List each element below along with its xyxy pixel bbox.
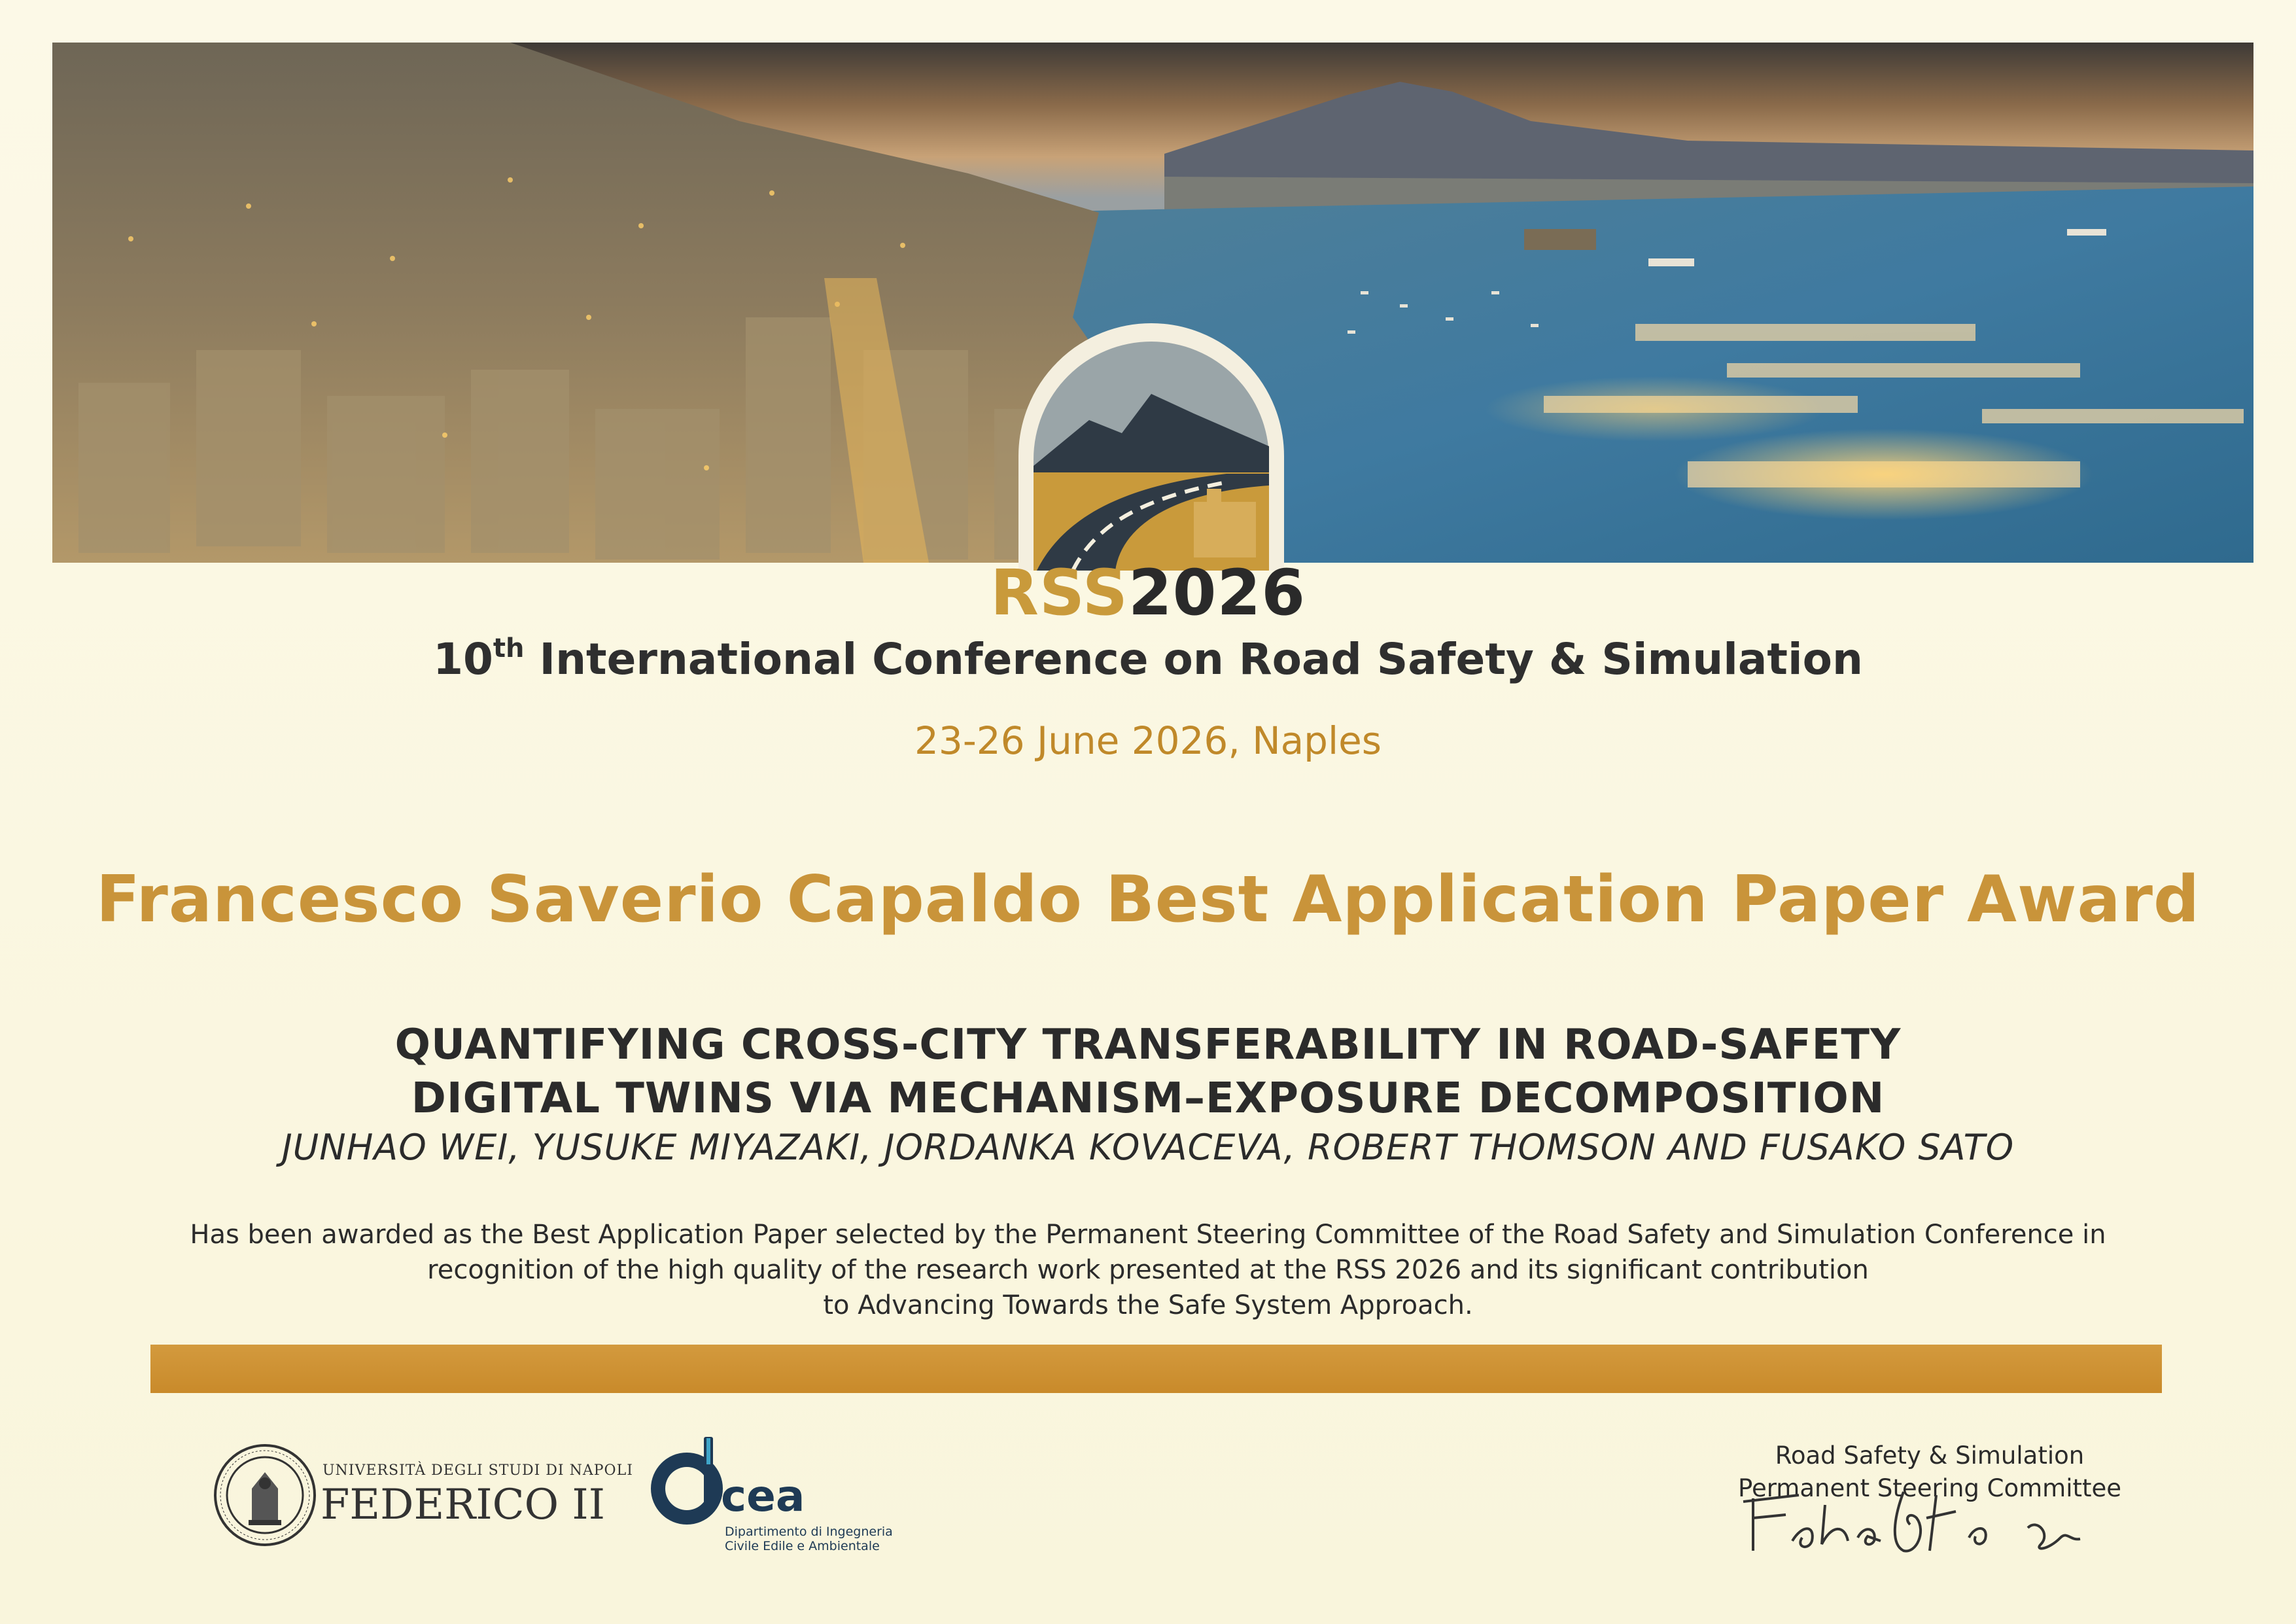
citation-line-2: recognition of the high quality of the research work presented at the RSS 2026 and its significant contribution	[427, 1255, 1869, 1285]
paper-authors: JUNHAO WEI, YUSUKE MIYAZAKI, JORDANKA KOVACEVA, ROBERT THOMSON AND FUSAKO SATO	[281, 1127, 2015, 1168]
paper-title-line-1: QUANTIFYING CROSS-CITY TRANSFERABILITY IN ROAD-SAFETY	[394, 1021, 1902, 1069]
dicea-wordmark: cea	[721, 1471, 805, 1521]
conference-ordinal-suffix: th	[493, 633, 525, 663]
brand-year: 2026	[1128, 556, 1306, 629]
university-name: FEDERICO II	[321, 1481, 605, 1529]
conference-title	[0, 633, 2296, 684]
conference-dates: 23-26 June 2026, Naples	[914, 718, 1382, 763]
award-title: Francesco Saverio Capaldo Best Application Paper Award	[96, 862, 2200, 937]
award-citation	[0, 1217, 2296, 1323]
rss-2026-wordmark	[0, 556, 2296, 629]
dicea-mark-icon	[641, 1433, 733, 1531]
committee-line-2: Permanent Steering Committee	[1737, 1474, 2122, 1502]
university-seal-icon	[213, 1443, 317, 1547]
gold-divider-bar	[150, 1345, 2162, 1393]
brand-rss: RSS	[990, 556, 1128, 629]
conference-name: International Conference on Road Safety & Simulation	[539, 634, 1863, 684]
paper-title-line-2: DIGITAL TWINS VIA MECHANISM–EXPOSURE DECOMPOSITION	[411, 1074, 1885, 1123]
citation-line-1: Has been awarded as the Best Application Paper selected by the Permanent Steering Committee of the Road Safety and Simulation Conference in	[190, 1220, 2106, 1250]
committee-line-1: Road Safety & Simulation	[1775, 1441, 2085, 1470]
paper-title	[0, 1018, 2296, 1125]
rss-emblem-logo	[1011, 322, 1292, 571]
conference-ordinal: 10	[433, 634, 493, 684]
handwritten-signature	[1740, 1479, 2106, 1564]
citation-line-3: to Advancing Towards the Safe System Approach.	[823, 1290, 1473, 1320]
dicea-subtitle-line-1: Dipartimento di Ingegneria	[725, 1525, 893, 1539]
dicea-subtitle-line-2: Civile Edile e Ambientale	[725, 1539, 880, 1553]
federico-ii-logo	[213, 1443, 633, 1547]
university-subtitle: UNIVERSITÀ DEGLI STUDI DI NAPOLI	[322, 1462, 633, 1479]
dicea-logo	[641, 1433, 942, 1564]
